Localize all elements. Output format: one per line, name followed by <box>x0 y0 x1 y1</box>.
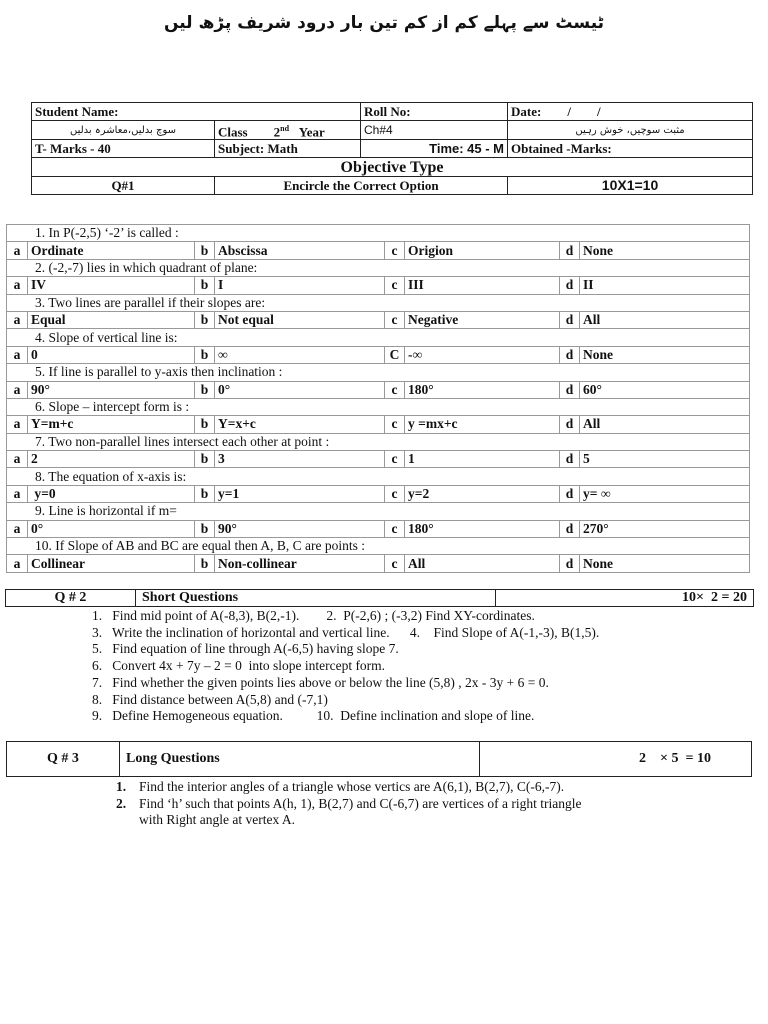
option-letter: d <box>560 416 580 433</box>
student-info-table <box>31 102 753 195</box>
mcq-question-row <box>7 468 750 485</box>
option-letter: a <box>7 346 28 363</box>
option-letter: a <box>7 242 28 259</box>
mcq-options-row <box>7 277 750 294</box>
option-text[interactable]: 0° <box>28 520 195 537</box>
mcq-options-row <box>7 520 750 537</box>
option-text[interactable]: 180° <box>405 520 560 537</box>
option-text[interactable]: y=1 <box>215 485 385 502</box>
option-text[interactable]: All <box>580 311 750 328</box>
mcq-options-row <box>7 485 750 502</box>
mcq-question-row <box>7 433 750 450</box>
option-text[interactable]: 90° <box>215 520 385 537</box>
option-letter: d <box>560 555 580 572</box>
q2-label: Q # 2 <box>6 590 136 607</box>
option-text[interactable]: -∞ <box>405 346 560 363</box>
long-question-text: Find ‘h’ such that points A(h, 1), B(2,7) and C(-6,7) are vertices of a right triangle <box>139 795 582 811</box>
option-text[interactable]: IV <box>28 277 195 294</box>
option-letter: b <box>195 311 215 328</box>
short-question: 3. Write the inclination of horizontal and vertical line. 4. Find Slope of A(-1,-3), B(1,5). <box>92 624 600 640</box>
class-year: Year <box>298 124 325 140</box>
mcq-question-text: 10. If Slope of AB and BC are equal then A, B, C are points : <box>7 538 750 555</box>
mcq-question-text: 4. Slope of vertical line is: <box>7 329 750 346</box>
urdu-header: ٹیسٹ سے پہلے کم از کم تین بار درود شریف پڑھ لیں <box>163 13 605 33</box>
option-text[interactable]: None <box>580 346 750 363</box>
objective-type-title: Objective Type <box>32 158 753 177</box>
option-letter: b <box>195 416 215 433</box>
option-letter: b <box>195 242 215 259</box>
option-letter: a <box>7 277 28 294</box>
option-text[interactable]: 60° <box>580 381 750 398</box>
mcq-question-row <box>7 503 750 520</box>
roll-no-label: Roll No: <box>361 103 508 121</box>
mcq-question-text: 3. Two lines are parallel if their slopes are: <box>7 294 750 311</box>
option-text[interactable]: 90° <box>28 381 195 398</box>
time-label: Time: 45 - M <box>361 140 508 158</box>
long-question-number: 1. <box>116 779 127 794</box>
mcq-options-row <box>7 242 750 259</box>
q2-marks: 10× 2 = 20 <box>496 590 754 607</box>
mcq-options-row <box>7 451 750 468</box>
short-questions-list <box>92 608 599 725</box>
q3-marks: 2 × 5 = 10 <box>480 742 752 777</box>
date-label: Date: / / <box>508 103 753 121</box>
option-letter: d <box>560 381 580 398</box>
mcq-question-text: 8. The equation of x-axis is: <box>7 468 750 485</box>
option-text[interactable]: None <box>580 242 750 259</box>
option-text[interactable]: 0° <box>215 381 385 398</box>
class-label: Class <box>218 124 248 140</box>
mcq-question-row <box>7 294 750 311</box>
option-letter: c <box>385 311 405 328</box>
option-text[interactable]: 0 <box>28 346 195 363</box>
option-letter: b <box>195 381 215 398</box>
option-text[interactable]: Not equal <box>215 311 385 328</box>
long-question-number: 2. <box>116 795 127 811</box>
option-text[interactable]: 2 <box>28 451 195 468</box>
short-question: 5. Find equation of line through A(-6,5) having slope 7. <box>92 641 399 657</box>
option-letter: b <box>195 451 215 468</box>
option-letter: d <box>560 520 580 537</box>
mcq-question-text: 5. If line is parallel to y-axis then inclination : <box>7 364 750 381</box>
subject-label: Subject: Math <box>215 140 361 158</box>
option-letter: c <box>385 485 405 502</box>
q2-title: Short Questions <box>136 590 496 607</box>
option-text[interactable]: Abscissa <box>215 242 385 259</box>
option-letter: c <box>385 555 405 572</box>
long-question-text: Find the interior angles of a triangle whose vertics are A(6,1), B(2,7), C(-6,-7). <box>139 779 565 794</box>
option-text[interactable]: Origion <box>405 242 560 259</box>
option-letter: d <box>560 451 580 468</box>
option-letter: c <box>385 416 405 433</box>
option-text[interactable]: Negative <box>405 311 560 328</box>
mcq-question-text: 6. Slope – intercept form is : <box>7 398 750 415</box>
option-text[interactable]: II <box>580 277 750 294</box>
mcq-table <box>6 224 750 573</box>
option-text[interactable]: y=2 <box>405 485 560 502</box>
q1-instruction: Encircle the Correct Option <box>215 177 508 195</box>
option-letter: d <box>560 277 580 294</box>
mcq-question-text: 7. Two non-parallel lines intersect each other at point : <box>7 433 750 450</box>
long-questions-list <box>116 779 582 829</box>
mcq-question-text: 1. In P(-2,5) ‘-2’ is called : <box>7 225 750 242</box>
option-text[interactable]: 1 <box>405 451 560 468</box>
option-text[interactable]: Collinear <box>28 555 195 572</box>
option-letter: b <box>195 346 215 363</box>
option-text[interactable]: None <box>580 555 750 572</box>
option-letter: b <box>195 520 215 537</box>
q1-marks: 10X1=10 <box>508 177 753 195</box>
urdu-motto-right: مثبت سوچیں، خوش رہیں <box>508 121 753 140</box>
chapter-label: Ch#4 <box>361 121 508 140</box>
option-text[interactable]: 270° <box>580 520 750 537</box>
total-marks-label: T- Marks - 40 <box>32 140 215 158</box>
option-letter: a <box>7 451 28 468</box>
mcq-options-row <box>7 416 750 433</box>
urdu-motto-left: سوچ بدلیں،معاشرہ بدلیں <box>32 121 215 140</box>
option-letter: b <box>195 485 215 502</box>
option-letter: C <box>385 346 405 363</box>
q3-title: Long Questions <box>120 742 480 777</box>
q3-header-table <box>6 741 752 777</box>
option-text[interactable]: y= ∞ <box>580 485 750 502</box>
mcq-options-row <box>7 311 750 328</box>
short-question: 7. Find whether the given points lies above or below the line (5,8) , 2x - 3y + 6 = 0. <box>92 674 549 690</box>
option-letter: d <box>560 311 580 328</box>
option-text[interactable]: ∞ <box>215 346 385 363</box>
obtained-marks-label: Obtained -Marks: <box>508 140 753 158</box>
option-text[interactable]: III <box>405 277 560 294</box>
option-letter: a <box>7 311 28 328</box>
option-text[interactable]: Ordinate <box>28 242 195 259</box>
option-letter: c <box>385 242 405 259</box>
option-letter: c <box>385 277 405 294</box>
short-question: 8. Find distance between A(5,8) and (-7,1) <box>92 691 328 707</box>
short-question: 9. Define Hemogeneous equation. 10. Define inclination and slope of line. <box>92 708 535 724</box>
mcq-question-row <box>7 259 750 276</box>
option-text[interactable]: y =mx+c <box>405 416 560 433</box>
option-text[interactable]: y=0 <box>28 485 195 502</box>
long-question-text: with Right angle at vertex A. <box>139 812 295 828</box>
option-letter: b <box>195 277 215 294</box>
mcq-options-row <box>7 381 750 398</box>
mcq-question-text: 9. Line is horizontal if m= <box>7 503 750 520</box>
option-text[interactable]: 3 <box>215 451 385 468</box>
long-question <box>116 779 582 796</box>
option-text[interactable]: 5 <box>580 451 750 468</box>
long-question <box>116 796 582 813</box>
option-text[interactable]: 180° <box>405 381 560 398</box>
q1-label: Q#1 <box>32 177 215 195</box>
q2-header-table <box>5 589 754 607</box>
student-name-label: Student Name: <box>32 103 361 121</box>
short-question: 1. Find mid point of A(-8,3), B(2,-1). 2. P(-2,6) ; (-3,2) Find XY-cordinates. <box>92 608 535 623</box>
option-letter: a <box>7 485 28 502</box>
class-cell <box>215 121 361 140</box>
q3-label: Q # 3 <box>7 742 120 777</box>
option-text[interactable]: I <box>215 277 385 294</box>
option-letter: d <box>560 485 580 502</box>
mcq-options-row <box>7 555 750 572</box>
class-value: 2 <box>273 124 281 140</box>
mcq-question-row <box>7 329 750 346</box>
option-text[interactable]: Y=x+c <box>215 416 385 433</box>
long-question <box>116 812 582 829</box>
option-letter: a <box>7 381 28 398</box>
option-letter: b <box>195 555 215 572</box>
option-text[interactable]: All <box>580 416 750 433</box>
option-letter: a <box>7 555 28 572</box>
option-text[interactable]: Y=m+c <box>28 416 195 433</box>
option-text[interactable]: Equal <box>28 311 195 328</box>
long-question-number <box>116 812 139 829</box>
option-letter: d <box>560 242 580 259</box>
mcq-question-row <box>7 225 750 242</box>
mcq-question-row <box>7 538 750 555</box>
option-letter: c <box>385 520 405 537</box>
option-text[interactable]: Non-collinear <box>215 555 385 572</box>
option-letter: a <box>7 520 28 537</box>
short-question: 6. Convert 4x + 7y – 2 = 0 into slope intercept form. <box>92 658 386 674</box>
mcq-question-row <box>7 364 750 381</box>
option-letter: d <box>560 346 580 363</box>
mcq-question-text: 2. (-2,-7) lies in which quadrant of plane: <box>7 259 750 276</box>
option-letter: c <box>385 451 405 468</box>
mcq-options-row <box>7 346 750 363</box>
option-letter: c <box>385 381 405 398</box>
option-text[interactable]: All <box>405 555 560 572</box>
mcq-question-row <box>7 398 750 415</box>
class-sup: nd <box>280 124 290 133</box>
option-letter: a <box>7 416 28 433</box>
